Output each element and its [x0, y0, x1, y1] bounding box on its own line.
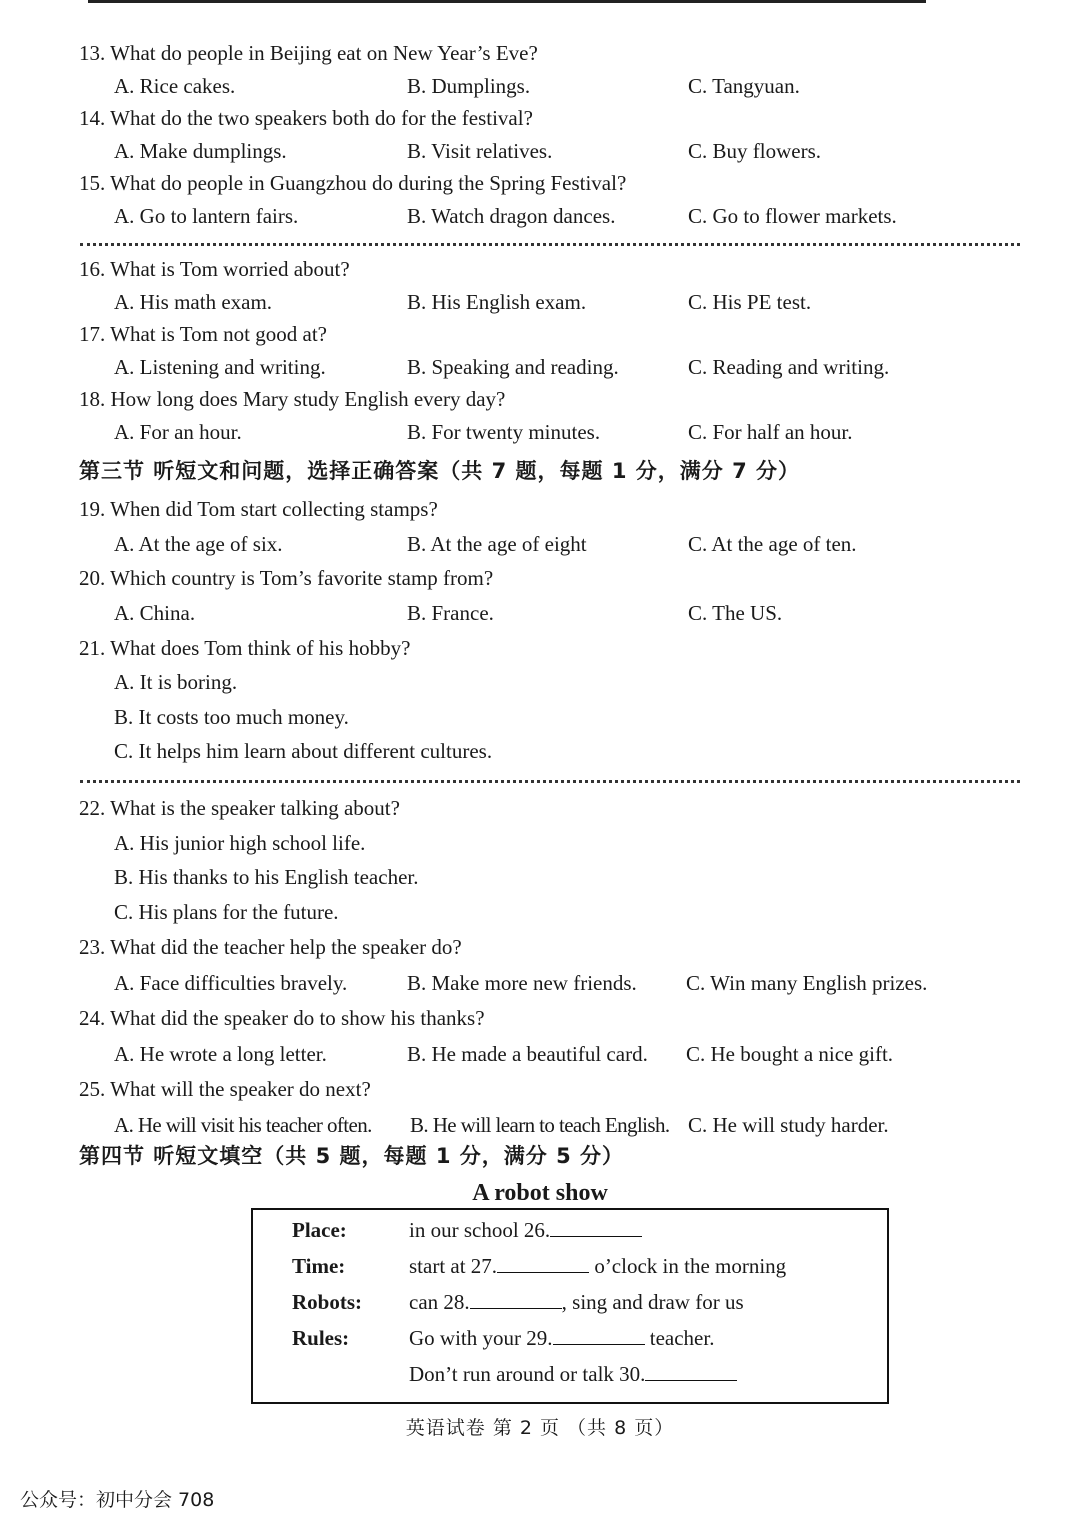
question-18: 18. How long does Mary study English every day? [79, 387, 506, 411]
rule-2-row [409, 1362, 737, 1387]
blank-30[interactable] [645, 1362, 737, 1381]
q16-option-b: B. His English exam. [407, 290, 587, 314]
robot-show-title: A robot show [472, 1180, 608, 1206]
robots-label: Robots: [292, 1290, 363, 1314]
place-label: Place: [292, 1218, 347, 1242]
q23-option-b: B. Make more new friends. [407, 971, 637, 995]
q15-option-b: B. Watch dragon dances. [407, 204, 616, 228]
q14-option-c: C. Buy flowers. [688, 139, 821, 163]
robots-row [409, 1290, 744, 1315]
q15-option-a: A. Go to lantern fairs. [114, 204, 299, 228]
question-24: 24. What did the speaker do to show his thanks? [79, 1006, 485, 1030]
q22-option-a: A. His junior high school life. [114, 831, 366, 855]
place-text: in our school 26. [409, 1218, 551, 1242]
q13-option-c: C. Tangyuan. [688, 74, 800, 98]
time-row [409, 1254, 786, 1279]
q21-option-a: A. It is boring. [114, 670, 238, 694]
blank-27[interactable] [497, 1254, 589, 1273]
q17-option-c: C. Reading and writing. [688, 355, 890, 379]
robots-pre: can 28. [409, 1290, 470, 1314]
q16-option-a: A. His math exam. [114, 290, 273, 314]
question-21: 21. What does Tom think of his hobby? [79, 636, 411, 660]
q24-option-a: A. He wrote a long letter. [114, 1042, 327, 1066]
q19-option-c: C. At the age of ten. [688, 532, 857, 556]
section-4-heading: 第四节 听短文填空（共 5 题，每题 1 分，满分 5 分） [79, 1144, 625, 1168]
place-row [409, 1218, 642, 1243]
question-15: 15. What do people in Guangzhou do during the Spring Festival? [79, 171, 627, 195]
q14-option-a: A. Make dumplings. [114, 139, 287, 163]
q22-option-b: B. His thanks to his English teacher. [114, 865, 419, 889]
q13-option-b: B. Dumplings. [407, 74, 531, 98]
q25-option-a: A. He will visit his teacher often. [114, 1113, 372, 1137]
watermark-text: 公众号：初中分会 708 [20, 1489, 215, 1511]
q20-option-b: B. France. [407, 601, 494, 625]
q22-option-c: C. His plans for the future. [114, 900, 339, 924]
question-20: 20. Which country is Tom’s favorite stamp from? [79, 566, 494, 590]
top-border-line [88, 0, 926, 3]
q21-option-c: C. It helps him learn about different cultures. [114, 739, 493, 763]
q19-option-b: B. At the age of eight [407, 532, 587, 556]
rule-1-pre: Go with your 29. [409, 1326, 553, 1350]
time-post: o’clock in the morning [589, 1254, 787, 1278]
time-pre: start at 27. [409, 1254, 498, 1278]
rules-label: Rules: [292, 1326, 350, 1350]
rule-1-row [409, 1326, 714, 1351]
robots-post: , sing and draw for us [561, 1290, 744, 1314]
blank-26[interactable] [550, 1218, 642, 1237]
rule-1-post: teacher. [644, 1326, 715, 1350]
q15-option-c: C. Go to flower markets. [688, 204, 897, 228]
q23-option-c: C. Win many English prizes. [686, 971, 928, 995]
q19-option-a: A. At the age of six. [114, 532, 283, 556]
question-19: 19. When did Tom start collecting stamps? [79, 497, 438, 521]
section-3-heading: 第三节 听短文和问题，选择正确答案（共 7 题，每题 1 分，满分 7 分） [79, 459, 801, 483]
question-13: 13. What do people in Beijing eat on New Year’s Eve? [79, 41, 538, 65]
q14-option-b: B. Visit relatives. [407, 139, 553, 163]
question-16: 16. What is Tom worried about? [79, 257, 350, 281]
q20-option-c: C. The US. [688, 601, 783, 625]
q21-option-b: B. It costs too much money. [114, 705, 349, 729]
page-footer: 英语试卷 第 2 页 （共 8 页） [405, 1417, 675, 1439]
q25-option-b: B. He will learn to teach English. [410, 1113, 670, 1137]
question-17: 17. What is Tom not good at? [79, 322, 327, 346]
q25-option-c: C. He will study harder. [688, 1113, 889, 1137]
blank-29[interactable] [553, 1326, 645, 1345]
q17-option-a: A. Listening and writing. [114, 355, 326, 379]
q20-option-a: A. China. [114, 601, 196, 625]
question-23: 23. What did the teacher help the speaker do? [79, 935, 462, 959]
q24-option-b: B. He made a beautiful card. [407, 1042, 648, 1066]
question-25: 25. What will the speaker do next? [79, 1077, 371, 1101]
q23-option-a: A. Face difficulties bravely. [114, 971, 348, 995]
time-label: Time: [292, 1254, 346, 1278]
rule-2-pre: Don’t run around or talk 30. [409, 1362, 646, 1386]
q16-option-c: C. His PE test. [688, 290, 812, 314]
question-22: 22. What is the speaker talking about? [79, 796, 400, 820]
q24-option-c: C. He bought a nice gift. [686, 1042, 894, 1066]
q18-option-a: A. For an hour. [114, 420, 242, 444]
q17-option-b: B. Speaking and reading. [407, 355, 619, 379]
dotted-separator [80, 780, 1020, 783]
q18-option-b: B. For twenty minutes. [407, 420, 601, 444]
q13-option-a: A. Rice cakes. [114, 74, 236, 98]
blank-28[interactable] [470, 1290, 562, 1309]
question-14: 14. What do the two speakers both do for the festival? [79, 106, 533, 130]
dotted-separator [80, 243, 1020, 246]
q18-option-c: C. For half an hour. [688, 420, 853, 444]
